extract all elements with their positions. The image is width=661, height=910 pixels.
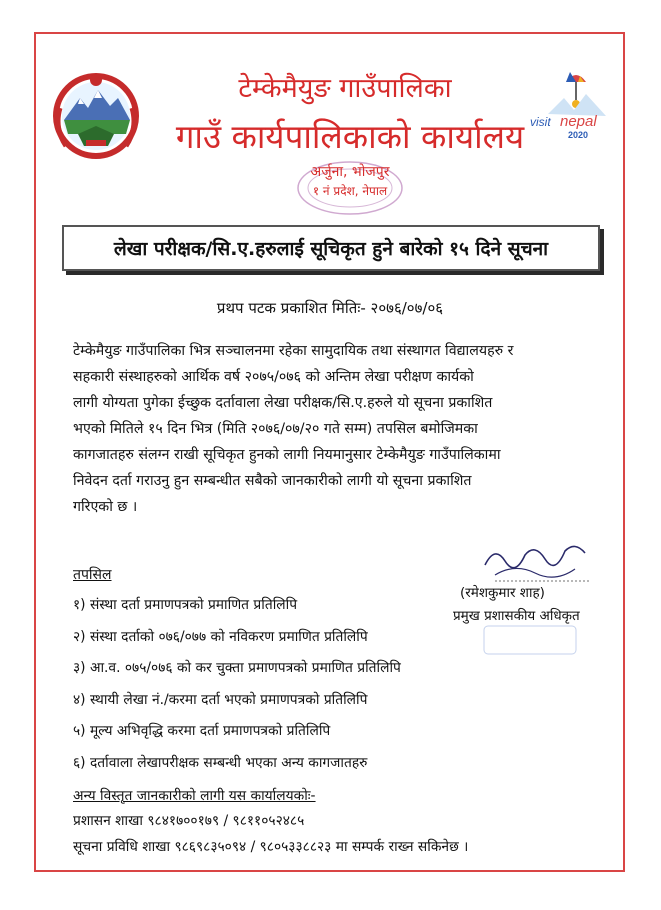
body-line: लागी योग्यता पुगेका ईच्छुक दर्तावाला लेखा परीक्षक/सि.ए.हरुले यो सूचना प्रकाशित	[73, 395, 493, 411]
notice-title: लेखा परीक्षक/सि.ए.हरुलाई सूचिकृत हुने बारेको १५ दिने सूचना	[113, 238, 549, 260]
office-province: १ नं प्रदेश, नेपाल	[312, 184, 388, 198]
notice-body	[73, 338, 593, 520]
list-item: ३) आ.व. ०७५/०७६ को कर चुक्ता प्रमाणपत्रको प्रमाणित प्रतिलिपि	[73, 660, 401, 676]
list-item: ५) मूल्य अभिवृद्धि करमा दर्ता प्रमाणपत्रको प्रतिलिपि	[73, 723, 331, 739]
svg-text:visit: visit	[530, 115, 551, 129]
annex-list	[73, 590, 401, 779]
list-item: ४) स्थायी लेखा नं./करमा दर्ता भएको प्रमाणपत्रको प्रतिलिपि	[73, 691, 368, 708]
publish-date: प्रथप पटक प्रकाशित मितिः- २०७६/०७/०६	[216, 299, 444, 317]
list-item: १) संस्था दर्ता प्रमाणपत्रको प्रमाणित प्रतिलिपि	[73, 597, 298, 613]
body-line: गरिएको छ ।	[73, 499, 138, 515]
body-line: टेम्केमैयुङ गाउँपालिका भित्र सञ्चालनमा रहेका सामुदायिक तथा संस्थागत विद्यालयहरु र	[73, 343, 514, 359]
nepal-emblem-icon	[50, 68, 142, 160]
signatory-name: (रमेशकुमार शाह)	[460, 585, 545, 601]
svg-text:2020: 2020	[568, 130, 589, 140]
svg-text:nepal: nepal	[560, 113, 597, 130]
office-name: गाउँ कार्यपालिकाको कार्यालय	[175, 117, 525, 156]
annex-heading: तपसिल	[73, 567, 112, 583]
contact-line: सूचना प्रविधि शाखा ९८६९८३५०९४ / ९८०५३३८८२३ मा सम्पर्क राख्न सकिनेछ ।	[73, 839, 469, 855]
body-line: सहकारी संस्थाहरुको आर्थिक वर्ष २०७५/०७६ को अन्तिम लेखा परीक्षण कार्यको	[73, 369, 474, 385]
body-line: भएको मितिले १५ दिन भित्र (मिति २०७६/०७/२० गते सम्म) तपसिल बमोजिमका	[73, 421, 478, 437]
office-address: अर्जुना, भोजपुर	[310, 164, 390, 180]
contact-line: प्रशासन शाखा ९८४१७००१७९ / ९८११०५२४८५	[73, 813, 305, 829]
municipality-name: टेम्केमैयुङ गाउँपालिका	[238, 73, 452, 104]
body-line: कागजातहरु संलग्न राखी सूचिकृत हुनको लागी नियमानुसार टेम्केमैयुङ गाउँपालिकामा	[73, 447, 501, 463]
signatory-title: प्रमुख प्रशासकीय अधिकृत	[453, 608, 580, 624]
contact-info	[73, 808, 468, 860]
list-item: २) संस्था दर्ताको ०७६/०७७ को नविकरण प्रमाणित प्रतिलिपि	[73, 628, 368, 645]
body-line: निवेदन दर्ता गराउनु हुन सम्बन्धीत सबैको जानकारीको लागी यो सूचना प्रकाशित	[73, 473, 472, 489]
notice-title-banner	[62, 225, 600, 271]
list-item: ६) दर्तावाला लेखापरीक्षक सम्बन्धी भएका अन्य कागजातहरु	[73, 754, 368, 771]
contact-heading: अन्य विस्तृत जानकारीको लागी यस कार्यालयकोः-	[73, 788, 316, 804]
signature-stamp-icon	[480, 620, 580, 660]
